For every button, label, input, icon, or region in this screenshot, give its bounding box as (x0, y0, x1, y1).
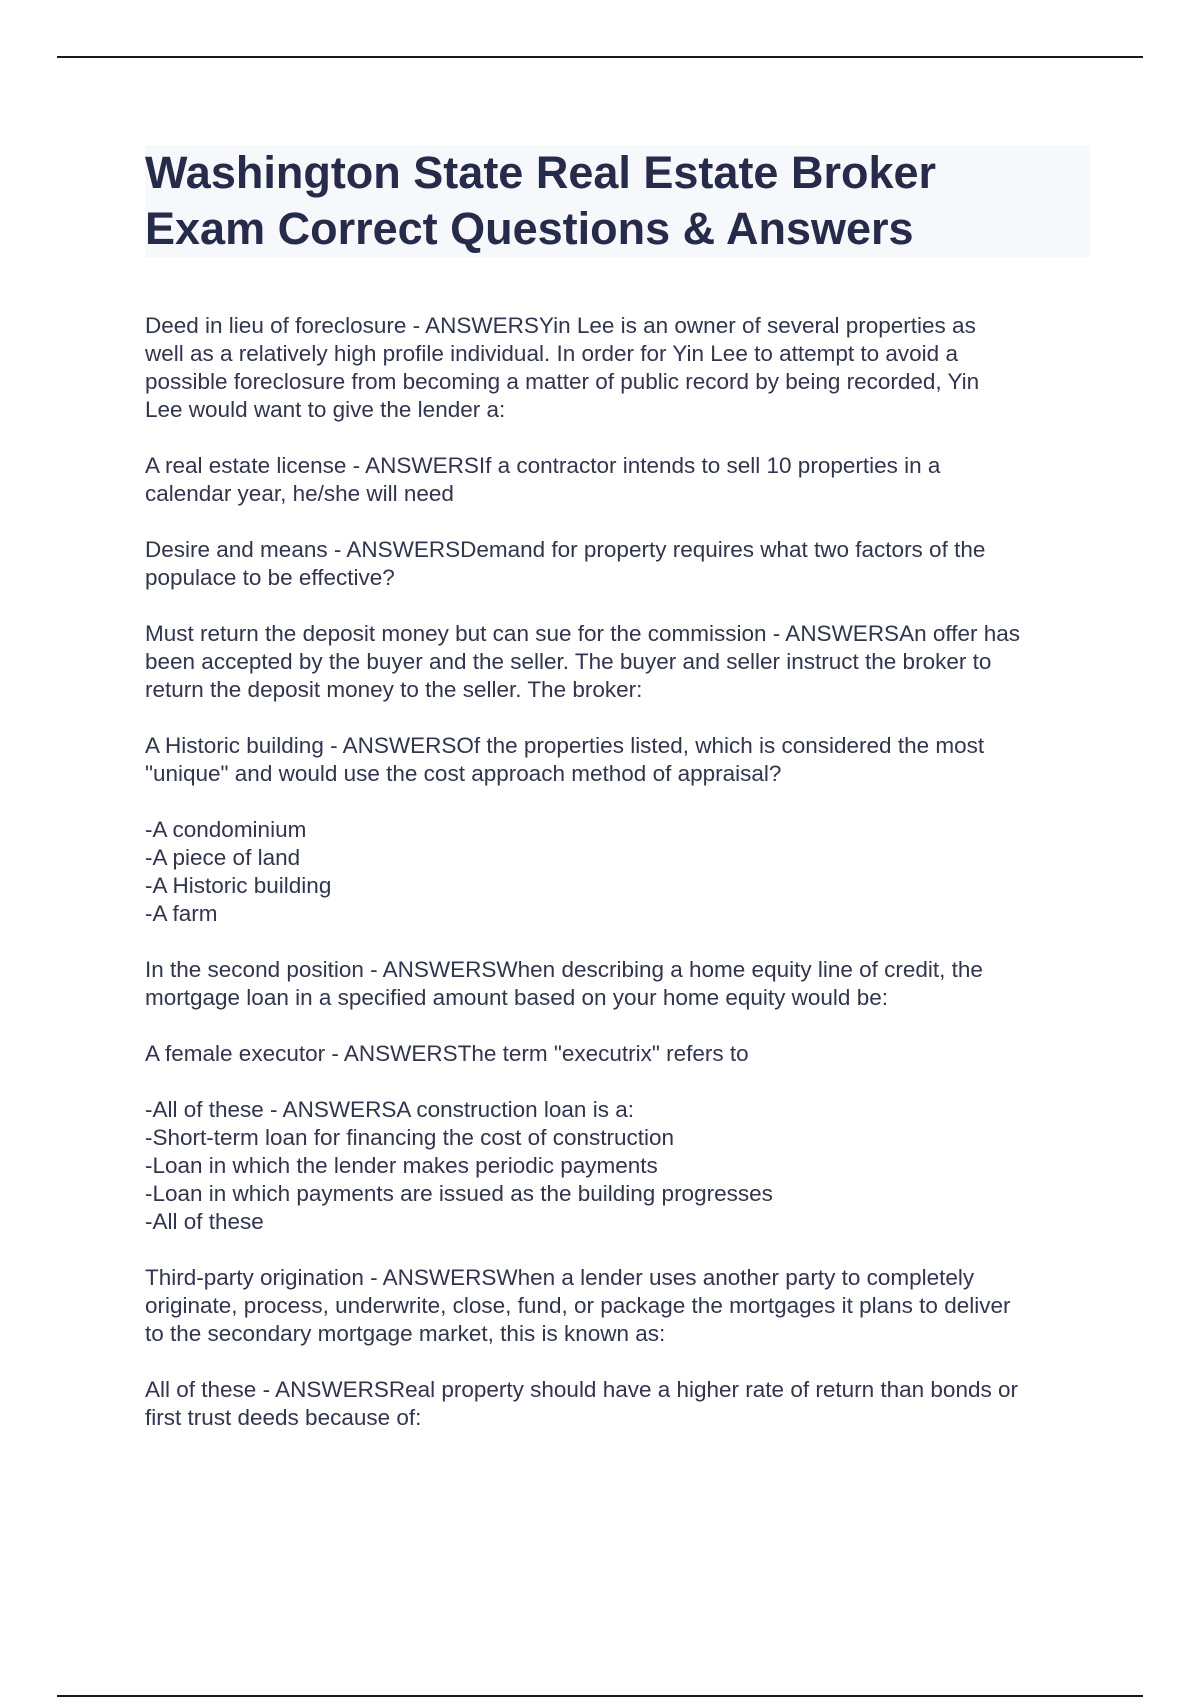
top-rule (57, 56, 1143, 58)
text-line: possible foreclosure from becoming a matter of public record by being recorded, Yin (145, 369, 980, 394)
text-line: mortgage loan in a specified amount based on your home equity would be: (145, 985, 888, 1010)
title-line: Washington State Real Estate Broker (145, 147, 937, 198)
text-line: "unique" and would use the cost approach method of appraisal? (145, 761, 782, 786)
qa-item (145, 620, 1090, 704)
text-line: return the deposit money to the seller. The broker: (145, 677, 643, 702)
text-line: Deed in lieu of foreclosure - ANSWERSYin Lee is an owner of several properties as (145, 313, 976, 338)
text-line: Third-party origination - ANSWERSWhen a lender uses another party to completely (145, 1265, 975, 1290)
qa-item (145, 956, 1090, 1012)
text-line: calendar year, he/she will need (145, 481, 454, 506)
page-title (145, 145, 1090, 257)
text-line: -All of these - ANSWERSA construction loan is a: (145, 1097, 634, 1122)
qa-item (145, 536, 1090, 592)
bottom-rule (57, 1695, 1143, 1697)
option-line: -Short-term loan for financing the cost of construction (145, 1125, 675, 1150)
option-line: -A piece of land (145, 845, 301, 870)
title-line: Exam Correct Questions & Answers (145, 203, 914, 254)
qa-item (145, 312, 1090, 424)
option-list (145, 816, 1090, 928)
qa-item (145, 1264, 1090, 1348)
text-line: Desire and means - ANSWERSDemand for property requires what two factors of the (145, 537, 986, 562)
option-line: -Loan in which the lender makes periodic payments (145, 1153, 658, 1178)
qa-item (145, 452, 1090, 508)
qa-list (145, 312, 1090, 1460)
text-line: Must return the deposit money but can sue for the commission - ANSWERSAn offer has (145, 621, 1020, 646)
qa-item (145, 1376, 1090, 1432)
text-line: first trust deeds because of: (145, 1405, 422, 1430)
text-line: populace to be effective? (145, 565, 395, 590)
text-line: A real estate license - ANSWERSIf a contractor intends to sell 10 properties in a (145, 453, 941, 478)
option-line: -All of these (145, 1209, 264, 1234)
qa-item (145, 732, 1090, 788)
option-line: -A farm (145, 901, 218, 926)
qa-item (145, 1040, 1090, 1068)
text-line: All of these - ANSWERSReal property should have a higher rate of return than bonds or (145, 1377, 1018, 1402)
text-line: A female executor - ANSWERSThe term "executrix" refers to (145, 1041, 749, 1066)
text-line: A Historic building - ANSWERSOf the properties listed, which is considered the most (145, 733, 985, 758)
text-line: originate, process, underwrite, close, fund, or package the mortgages it plans to deliver (145, 1293, 1011, 1318)
text-line: In the second position - ANSWERSWhen describing a home equity line of credit, the (145, 957, 983, 982)
option-line: -A condominium (145, 817, 307, 842)
text-line: well as a relatively high profile individual. In order for Yin Lee to attempt to avoid a (145, 341, 958, 366)
option-line: -A Historic building (145, 873, 332, 898)
text-line: been accepted by the buyer and the seller. The buyer and seller instruct the broker to (145, 649, 992, 674)
option-line: -Loan in which payments are issued as the building progresses (145, 1181, 773, 1206)
text-line: Lee would want to give the lender a: (145, 397, 506, 422)
text-line: to the secondary mortgage market, this is known as: (145, 1321, 666, 1346)
qa-item (145, 1096, 1090, 1236)
